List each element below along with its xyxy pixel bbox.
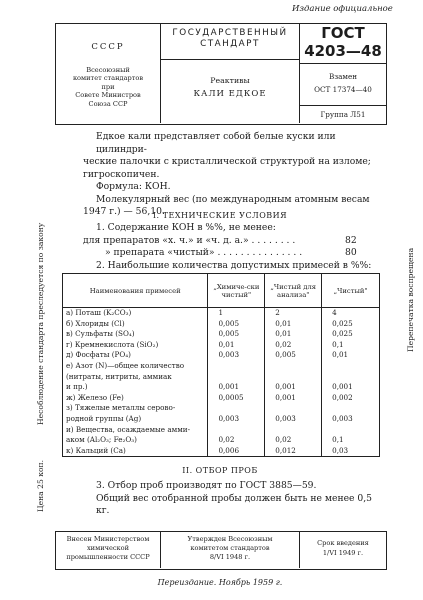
table-row xyxy=(63,319,380,330)
table-row xyxy=(63,361,380,372)
impurity-value: 0,003 xyxy=(322,414,380,425)
impurity-value xyxy=(265,361,322,372)
impurity-value xyxy=(322,372,380,383)
impurity-value: 2 xyxy=(265,308,322,319)
requirement-label: для препаратов «х. ч.» и «ч. д. а.» . . . . . . . . xyxy=(83,234,296,246)
impurity-value: 0,01 xyxy=(265,329,322,340)
replaces-label: Взамен xyxy=(328,72,358,81)
committee-line: при xyxy=(101,82,115,91)
impurity-value xyxy=(208,403,265,414)
committee-block xyxy=(56,66,160,108)
effective-line: Срок введения xyxy=(317,539,369,547)
submitted-line: химической xyxy=(86,544,130,552)
standard-type-line: СТАНДАРТ xyxy=(200,39,260,49)
table-header-row xyxy=(63,274,380,308)
table-row xyxy=(63,435,380,446)
column-header: „Химиче-ски чистый" xyxy=(208,274,265,308)
impurity-name: (нитраты, нитриты, аммиак xyxy=(63,372,208,383)
impurity-name: е) Азот (N)—общее количество xyxy=(63,361,208,372)
content-requirement: 1. Содержание КОН в %%, не менее: xyxy=(96,222,276,233)
impurity-value xyxy=(265,372,322,383)
impurity-value: 0,003 xyxy=(265,414,322,425)
table-row xyxy=(63,393,380,404)
header-divider xyxy=(299,105,386,106)
impurities-heading: 2. Наибольшие количества допустимых примесей в %%: xyxy=(96,259,372,271)
impurity-value: 0,02 xyxy=(265,340,322,351)
impurity-value xyxy=(208,361,265,372)
column-header: „Чистый" xyxy=(322,274,380,308)
impurity-value: 1 xyxy=(208,308,265,319)
impurity-value: 0,005 xyxy=(208,319,265,330)
edition-label: Издание официальное xyxy=(292,4,393,14)
section1-body xyxy=(83,222,383,272)
country-label: СССР xyxy=(91,42,125,52)
impurity-value: 0,003 xyxy=(208,414,265,425)
section2-body xyxy=(83,480,383,518)
document-title: КАЛИ ЕДКОЕ xyxy=(193,89,267,99)
committee-line: Союза ССР xyxy=(88,99,128,108)
impurity-name: д) Фосфаты (PO₄) xyxy=(63,350,208,361)
impurity-value xyxy=(265,425,322,436)
group-label: Группа Л51 xyxy=(320,110,366,119)
approved-line: комитетом стандартов xyxy=(190,544,270,552)
impurity-value: 0,001 xyxy=(265,382,322,393)
column-header: Наименования примесей xyxy=(63,274,208,308)
effective-block xyxy=(300,538,386,558)
impurity-value: 0,001 xyxy=(322,382,380,393)
impurity-value: 0,005 xyxy=(265,350,322,361)
formula-line: Формула: КОН. xyxy=(96,181,171,192)
impurity-value: 0,006 xyxy=(208,446,265,457)
impurity-value: 4 xyxy=(322,308,380,319)
law-warning: Несоблюдение стандарта преследуется по закону xyxy=(36,222,45,425)
intro-line: Едкое кали представляет собой белые куски или цилиндри- xyxy=(96,131,336,155)
price-label: Цена 25 коп. xyxy=(36,460,45,512)
impurity-value: 0,1 xyxy=(322,340,380,351)
submitted-block xyxy=(56,535,160,562)
standard-type-line: ГОСУДАРСТВЕННЫЙ xyxy=(172,28,288,38)
approved-line: Утвержден Всесоюзным xyxy=(187,535,273,543)
effective-line: 1/VI 1949 г. xyxy=(322,549,364,557)
impurity-name: и пр.) xyxy=(63,382,208,393)
impurity-value: 0,01 xyxy=(208,340,265,351)
impurity-value xyxy=(322,403,380,414)
approved-block xyxy=(161,535,299,562)
header-divider xyxy=(299,63,386,64)
submitted-line: промышленности СССР xyxy=(66,553,150,561)
impurity-name: а) Поташ (K₂CO₃) xyxy=(63,308,208,319)
mw-line: Молекулярный вес (по международным атомным весам xyxy=(96,193,370,205)
table-row xyxy=(63,372,380,383)
impurity-name: к) Кальций (Ca) xyxy=(63,446,208,457)
impurity-value xyxy=(208,372,265,383)
table-row xyxy=(63,308,380,319)
impurity-value: 0,005 xyxy=(208,329,265,340)
gost-label: ГОСТ xyxy=(321,24,365,42)
impurity-value xyxy=(322,361,380,372)
impurity-name: аком (Al₂O₃; Fe₂O₃) xyxy=(63,435,208,446)
impurity-value: 0,0005 xyxy=(208,393,265,404)
requirement-row xyxy=(83,247,383,260)
category-label: Реактивы xyxy=(210,76,250,85)
impurity-value: 0,025 xyxy=(322,329,380,340)
impurity-value: 0,1 xyxy=(322,435,380,446)
submitted-line: Внесен Министерством xyxy=(66,535,150,543)
impurity-value: 0,01 xyxy=(322,350,380,361)
requirement-row xyxy=(83,235,383,248)
table-row xyxy=(63,414,380,425)
section-title: I. ТЕХНИЧЕСКИЕ УСЛОВИЯ xyxy=(152,211,288,220)
impurity-name: б) Хлориды (Cl) xyxy=(63,319,208,330)
reprint-note: Переиздание. Ноябрь 1959 г. xyxy=(157,578,283,587)
impurity-value xyxy=(322,425,380,436)
sampling-line: Общий вес отобранной пробы должен быть не менее 0,5 кг. xyxy=(96,492,373,516)
impurity-value: 0,012 xyxy=(265,446,322,457)
intro-paragraph xyxy=(83,131,383,219)
table-row xyxy=(63,340,380,351)
impurity-value: 0,002 xyxy=(322,393,380,404)
gost-number: 4203—48 xyxy=(304,42,382,60)
impurity-name: г) Кремнекислота (SiO₂) xyxy=(63,340,208,351)
impurity-value xyxy=(265,403,322,414)
impurity-name: з) Тяжелые металлы серово- xyxy=(63,403,208,414)
impurity-name: родной группы (Ag) xyxy=(63,414,208,425)
table-row xyxy=(63,382,380,393)
impurity-value: 0,02 xyxy=(208,435,265,446)
impurity-value: 0,003 xyxy=(208,350,265,361)
impurity-value: 0,025 xyxy=(322,319,380,330)
impurity-value: 0,02 xyxy=(265,435,322,446)
impurity-value: 0,03 xyxy=(322,446,380,457)
impurity-name: в) Сульфаты (SO₄) xyxy=(63,329,208,340)
impurity-value: 0,001 xyxy=(265,393,322,404)
impurity-value: 0,01 xyxy=(265,319,322,330)
intro-line: ческие палочки с кристаллической структурой на изломе; xyxy=(83,156,371,167)
approved-line: 8/VI 1948 г. xyxy=(209,553,251,561)
committee-line: Совете Министров xyxy=(75,91,141,100)
reprint-prohibited: Перепечатка воспрещена xyxy=(406,247,415,352)
table-row xyxy=(63,403,380,414)
requirement-label: » препарата «чистый» . . . . . . . . . . . . . . . xyxy=(105,247,303,258)
intro-line: гигроскопичен. xyxy=(83,168,160,180)
replaces-value: ОСТ 17374—40 xyxy=(314,85,372,94)
requirement-value: 80 xyxy=(345,247,357,258)
table-row xyxy=(63,425,380,436)
standard-type xyxy=(161,28,299,50)
requirement-value: 82 xyxy=(345,234,357,246)
impurity-name: ж) Железо (Fe) xyxy=(63,393,208,404)
section-title: II. ОТБОР ПРОБ xyxy=(182,466,258,475)
table-row xyxy=(63,446,380,457)
impurity-value: 0,001 xyxy=(208,382,265,393)
table-row xyxy=(63,350,380,361)
committee-line: комитет стандартов xyxy=(72,74,144,83)
sampling-line: 3. Отбор проб производят по ГОСТ 3885—59. xyxy=(96,480,317,491)
header-divider xyxy=(160,59,299,60)
mw-line: 1947 г.) — 56,10. xyxy=(83,206,165,217)
committee-line: Всесоюзный xyxy=(86,66,130,74)
impurities-table xyxy=(62,273,380,457)
column-header: „Чистый для анализа" xyxy=(265,274,322,308)
table-row xyxy=(63,329,380,340)
impurity-value xyxy=(208,425,265,436)
impurity-name: и) Вещества, осаждаемые амми- xyxy=(63,425,208,436)
